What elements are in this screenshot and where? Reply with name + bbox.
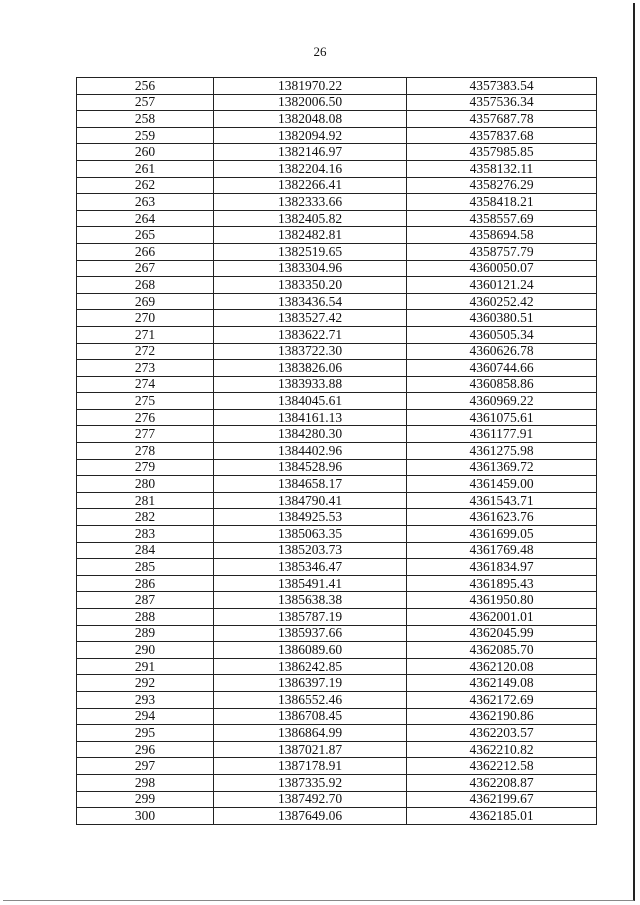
x-coordinate-cell: 1382519.65 [214, 243, 407, 260]
point-number-cell: 263 [77, 194, 214, 211]
point-number-cell: 270 [77, 310, 214, 327]
point-number-cell: 291 [77, 658, 214, 675]
x-coordinate-cell: 1383350.20 [214, 277, 407, 294]
y-coordinate-cell: 4362085.70 [407, 642, 597, 659]
point-number-cell: 289 [77, 625, 214, 642]
point-number-cell: 262 [77, 177, 214, 194]
point-number-cell: 282 [77, 509, 214, 526]
point-number-cell: 296 [77, 741, 214, 758]
x-coordinate-cell: 1384658.17 [214, 476, 407, 493]
x-coordinate-cell: 1385346.47 [214, 559, 407, 576]
x-coordinate-cell: 1386397.19 [214, 675, 407, 692]
point-number-cell: 264 [77, 210, 214, 227]
table-row [77, 78, 597, 95]
x-coordinate-cell: 1383826.06 [214, 360, 407, 377]
x-coordinate-cell: 1387021.87 [214, 741, 407, 758]
table-row [77, 675, 597, 692]
table-row [77, 360, 597, 377]
x-coordinate-cell: 1385787.19 [214, 609, 407, 626]
point-number-cell: 259 [77, 127, 214, 144]
point-number-cell: 258 [77, 111, 214, 128]
y-coordinate-cell: 4361459.00 [407, 476, 597, 493]
y-coordinate-cell: 4361895.43 [407, 575, 597, 592]
x-coordinate-cell: 1383436.54 [214, 293, 407, 310]
point-number-cell: 298 [77, 774, 214, 791]
x-coordinate-cell: 1386708.45 [214, 708, 407, 725]
x-coordinate-cell: 1383722.30 [214, 343, 407, 360]
table-row [77, 575, 597, 592]
y-coordinate-cell: 4361950.80 [407, 592, 597, 609]
table-row [77, 160, 597, 177]
x-coordinate-cell: 1384045.61 [214, 393, 407, 410]
y-coordinate-cell: 4362149.08 [407, 675, 597, 692]
y-coordinate-cell: 4358132.11 [407, 160, 597, 177]
y-coordinate-cell: 4361543.71 [407, 492, 597, 509]
table-row [77, 476, 597, 493]
point-number-cell: 261 [77, 160, 214, 177]
y-coordinate-cell: 4360969.22 [407, 393, 597, 410]
y-coordinate-cell: 4360505.34 [407, 326, 597, 343]
y-coordinate-cell: 4361623.76 [407, 509, 597, 526]
x-coordinate-cell: 1382006.50 [214, 94, 407, 111]
table-row [77, 542, 597, 559]
y-coordinate-cell: 4362185.01 [407, 808, 597, 825]
table-row [77, 144, 597, 161]
point-number-cell: 273 [77, 360, 214, 377]
point-number-cell: 271 [77, 326, 214, 343]
y-coordinate-cell: 4361369.72 [407, 459, 597, 476]
x-coordinate-cell: 1384402.96 [214, 443, 407, 460]
y-coordinate-cell: 4361769.48 [407, 542, 597, 559]
x-coordinate-cell: 1387178.91 [214, 758, 407, 775]
table-row [77, 592, 597, 609]
y-coordinate-cell: 4358557.69 [407, 210, 597, 227]
table-row [77, 459, 597, 476]
coordinates-table-body [77, 78, 597, 825]
point-number-cell: 266 [77, 243, 214, 260]
point-number-cell: 285 [77, 559, 214, 576]
x-coordinate-cell: 1382204.16 [214, 160, 407, 177]
x-coordinate-cell: 1384925.53 [214, 509, 407, 526]
table-row [77, 343, 597, 360]
table-row [77, 277, 597, 294]
x-coordinate-cell: 1387492.70 [214, 791, 407, 808]
x-coordinate-cell: 1382048.08 [214, 111, 407, 128]
y-coordinate-cell: 4358418.21 [407, 194, 597, 211]
table-row [77, 227, 597, 244]
point-number-cell: 300 [77, 808, 214, 825]
y-coordinate-cell: 4357985.85 [407, 144, 597, 161]
x-coordinate-cell: 1383933.88 [214, 376, 407, 393]
y-coordinate-cell: 4357383.54 [407, 78, 597, 95]
y-coordinate-cell: 4358757.79 [407, 243, 597, 260]
table-row [77, 260, 597, 277]
y-coordinate-cell: 4360050.07 [407, 260, 597, 277]
x-coordinate-cell: 1385638.38 [214, 592, 407, 609]
point-number-cell: 297 [77, 758, 214, 775]
table-row [77, 243, 597, 260]
x-coordinate-cell: 1384528.96 [214, 459, 407, 476]
y-coordinate-cell: 4357687.78 [407, 111, 597, 128]
x-coordinate-cell: 1382333.66 [214, 194, 407, 211]
point-number-cell: 299 [77, 791, 214, 808]
table-row [77, 658, 597, 675]
point-number-cell: 284 [77, 542, 214, 559]
y-coordinate-cell: 4362172.69 [407, 691, 597, 708]
x-coordinate-cell: 1386089.60 [214, 642, 407, 659]
table-row [77, 94, 597, 111]
x-coordinate-cell: 1383622.71 [214, 326, 407, 343]
y-coordinate-cell: 4358694.58 [407, 227, 597, 244]
y-coordinate-cell: 4360121.24 [407, 277, 597, 294]
table-row [77, 774, 597, 791]
y-coordinate-cell: 4357536.34 [407, 94, 597, 111]
table-row [77, 509, 597, 526]
table-row [77, 293, 597, 310]
point-number-cell: 278 [77, 443, 214, 460]
x-coordinate-cell: 1383304.96 [214, 260, 407, 277]
table-row [77, 376, 597, 393]
y-coordinate-cell: 4361275.98 [407, 443, 597, 460]
table-row [77, 111, 597, 128]
y-coordinate-cell: 4362120.08 [407, 658, 597, 675]
y-coordinate-cell: 4362199.67 [407, 791, 597, 808]
point-number-cell: 294 [77, 708, 214, 725]
x-coordinate-cell: 1381970.22 [214, 78, 407, 95]
y-coordinate-cell: 4360380.51 [407, 310, 597, 327]
x-coordinate-cell: 1385203.73 [214, 542, 407, 559]
point-number-cell: 260 [77, 144, 214, 161]
y-coordinate-cell: 4362208.87 [407, 774, 597, 791]
x-coordinate-cell: 1384280.30 [214, 426, 407, 443]
coordinates-table [76, 77, 597, 825]
table-row [77, 326, 597, 343]
point-number-cell: 275 [77, 393, 214, 410]
point-number-cell: 268 [77, 277, 214, 294]
x-coordinate-cell: 1385937.66 [214, 625, 407, 642]
x-coordinate-cell: 1386864.99 [214, 725, 407, 742]
point-number-cell: 288 [77, 609, 214, 626]
y-coordinate-cell: 4360252.42 [407, 293, 597, 310]
x-coordinate-cell: 1386552.46 [214, 691, 407, 708]
point-number-cell: 276 [77, 409, 214, 426]
point-number-cell: 272 [77, 343, 214, 360]
point-number-cell: 295 [77, 725, 214, 742]
table-row [77, 526, 597, 543]
table-row [77, 708, 597, 725]
x-coordinate-cell: 1383527.42 [214, 310, 407, 327]
x-coordinate-cell: 1382482.81 [214, 227, 407, 244]
y-coordinate-cell: 4360858.86 [407, 376, 597, 393]
point-number-cell: 257 [77, 94, 214, 111]
point-number-cell: 292 [77, 675, 214, 692]
x-coordinate-cell: 1387335.92 [214, 774, 407, 791]
y-coordinate-cell: 4362212.58 [407, 758, 597, 775]
table-row [77, 393, 597, 410]
table-row [77, 409, 597, 426]
point-number-cell: 286 [77, 575, 214, 592]
point-number-cell: 290 [77, 642, 214, 659]
x-coordinate-cell: 1382146.97 [214, 144, 407, 161]
table-row [77, 443, 597, 460]
y-coordinate-cell: 4358276.29 [407, 177, 597, 194]
table-row [77, 642, 597, 659]
point-number-cell: 265 [77, 227, 214, 244]
y-coordinate-cell: 4361075.61 [407, 409, 597, 426]
point-number-cell: 269 [77, 293, 214, 310]
table-row [77, 194, 597, 211]
y-coordinate-cell: 4357837.68 [407, 127, 597, 144]
point-number-cell: 281 [77, 492, 214, 509]
table-row [77, 559, 597, 576]
x-coordinate-cell: 1382266.41 [214, 177, 407, 194]
y-coordinate-cell: 4362190.86 [407, 708, 597, 725]
point-number-cell: 279 [77, 459, 214, 476]
point-number-cell: 280 [77, 476, 214, 493]
table-row [77, 808, 597, 825]
x-coordinate-cell: 1386242.85 [214, 658, 407, 675]
point-number-cell: 277 [77, 426, 214, 443]
x-coordinate-cell: 1385063.35 [214, 526, 407, 543]
point-number-cell: 256 [77, 78, 214, 95]
y-coordinate-cell: 4360744.66 [407, 360, 597, 377]
x-coordinate-cell: 1382094.92 [214, 127, 407, 144]
point-number-cell: 287 [77, 592, 214, 609]
y-coordinate-cell: 4361699.05 [407, 526, 597, 543]
table-row [77, 426, 597, 443]
table-row [77, 625, 597, 642]
y-coordinate-cell: 4362203.57 [407, 725, 597, 742]
table-row [77, 758, 597, 775]
y-coordinate-cell: 4361177.91 [407, 426, 597, 443]
table-row [77, 127, 597, 144]
point-number-cell: 267 [77, 260, 214, 277]
table-row [77, 741, 597, 758]
x-coordinate-cell: 1382405.82 [214, 210, 407, 227]
y-coordinate-cell: 4360626.78 [407, 343, 597, 360]
x-coordinate-cell: 1385491.41 [214, 575, 407, 592]
x-coordinate-cell: 1384161.13 [214, 409, 407, 426]
table-row [77, 725, 597, 742]
table-row [77, 609, 597, 626]
y-coordinate-cell: 4362045.99 [407, 625, 597, 642]
point-number-cell: 293 [77, 691, 214, 708]
table-row [77, 210, 597, 227]
x-coordinate-cell: 1384790.41 [214, 492, 407, 509]
page-number: 26 [313, 44, 327, 59]
table-row [77, 310, 597, 327]
y-coordinate-cell: 4362210.82 [407, 741, 597, 758]
y-coordinate-cell: 4361834.97 [407, 559, 597, 576]
table-row [77, 492, 597, 509]
table-row [77, 691, 597, 708]
x-coordinate-cell: 1387649.06 [214, 808, 407, 825]
point-number-cell: 274 [77, 376, 214, 393]
table-row [77, 791, 597, 808]
point-number-cell: 283 [77, 526, 214, 543]
table-row [77, 177, 597, 194]
y-coordinate-cell: 4362001.01 [407, 609, 597, 626]
